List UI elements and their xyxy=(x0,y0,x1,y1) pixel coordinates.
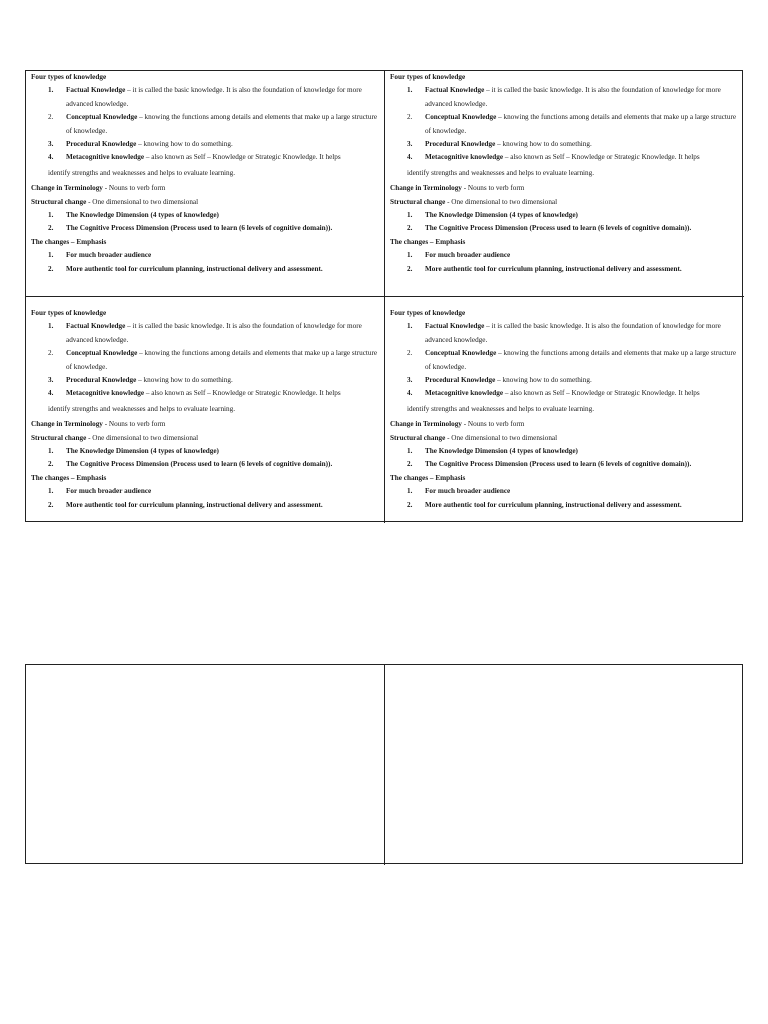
terminology-line xyxy=(390,182,738,195)
list-item xyxy=(390,84,738,111)
item-number: 3. xyxy=(48,140,54,149)
meta-continuation: identify strengths and weaknesses and helps to evaluate learning. xyxy=(48,168,236,177)
structural-value: - One dimensional to two dimensional xyxy=(86,433,199,442)
item-number: 2. xyxy=(48,349,54,358)
item-term: Conceptual Knowledge xyxy=(66,349,138,358)
card-bottom-left xyxy=(26,297,385,523)
terminology-value: - Nouns to verb form xyxy=(102,184,166,193)
item-term: Procedural Knowledge xyxy=(425,140,496,149)
item-description: – knowing how to do something. xyxy=(136,140,233,149)
item-description: – knowing the functions among details and elements that make up a large structure of knowledge. xyxy=(66,349,378,371)
item-term: Factual Knowledge xyxy=(66,322,126,331)
item-text: For much broader audience xyxy=(425,251,511,260)
list-item xyxy=(390,151,738,164)
card-heading: Four types of knowledge xyxy=(390,73,466,81)
knowledge-list xyxy=(31,84,378,164)
item-text: The Knowledge Dimension (4 types of knowledge) xyxy=(425,211,578,220)
changes-list xyxy=(31,249,378,276)
item-number: 2. xyxy=(407,349,413,358)
item-description: – knowing how to do something. xyxy=(136,376,233,385)
cards-grid-filled xyxy=(25,70,743,522)
empty-card-right xyxy=(385,665,744,865)
item-number: 1. xyxy=(407,251,413,260)
structural-label: Structural change xyxy=(390,197,446,206)
structural-list xyxy=(31,209,378,236)
list-item xyxy=(31,209,378,222)
knowledge-list xyxy=(390,84,738,164)
list-item xyxy=(31,374,378,387)
item-term: Metacognitive knowledge xyxy=(425,153,504,162)
item-term: Factual Knowledge xyxy=(425,86,485,95)
item-number: 1. xyxy=(407,86,413,95)
list-item xyxy=(31,138,378,151)
terminology-value: - Nouns to verb form xyxy=(461,420,525,429)
meta-continuation: identify strengths and weaknesses and helps to evaluate learning. xyxy=(48,404,236,413)
structural-list xyxy=(31,445,378,472)
list-item xyxy=(390,445,738,458)
list-item xyxy=(31,347,378,374)
item-description: – knowing the functions among details and elements that make up a large structure of knowledge. xyxy=(425,349,737,371)
list-item xyxy=(390,485,738,498)
item-term: Conceptual Knowledge xyxy=(66,113,138,122)
item-number: 2. xyxy=(48,460,54,469)
item-term: Procedural Knowledge xyxy=(66,140,137,149)
structural-label: Structural change xyxy=(31,197,87,206)
item-number: 2. xyxy=(48,113,54,122)
terminology-label: Change in Terminology xyxy=(390,420,462,429)
card-bottom-right xyxy=(385,297,744,523)
structural-list xyxy=(390,209,738,236)
terminology-line xyxy=(31,418,378,431)
list-item xyxy=(390,458,738,471)
item-term: Factual Knowledge xyxy=(66,86,126,95)
terminology-label: Change in Terminology xyxy=(31,184,103,193)
changes-heading: The changes – Emphasis xyxy=(31,473,107,482)
item-number: 1. xyxy=(48,322,54,331)
list-item xyxy=(31,84,378,111)
item-number: 4. xyxy=(48,389,54,398)
list-item xyxy=(31,485,378,498)
list-item xyxy=(390,138,738,151)
list-item xyxy=(390,249,738,262)
terminology-value: - Nouns to verb form xyxy=(461,184,525,193)
card-top-left xyxy=(26,71,385,297)
changes-heading: The changes – Emphasis xyxy=(390,237,466,246)
list-item xyxy=(31,458,378,471)
list-item xyxy=(390,347,738,374)
list-item xyxy=(31,151,378,164)
item-term: Procedural Knowledge xyxy=(66,376,137,385)
item-description: – also known as Self – Knowledge or Strategic Knowledge. It helps xyxy=(144,153,341,162)
item-text: More authentic tool for curriculum planning, instructional delivery and assessment. xyxy=(425,264,682,273)
item-description: – it is called the basic knowledge. It is also the foundation of knowledge for more advanced knowledge. xyxy=(425,322,721,344)
item-number: 1. xyxy=(48,251,54,260)
item-term: Metacognitive knowledge xyxy=(66,389,145,398)
list-item xyxy=(390,499,738,512)
knowledge-list xyxy=(390,320,738,400)
item-text: More authentic tool for curriculum planning, instructional delivery and assessment. xyxy=(66,264,323,273)
item-text: The Cognitive Process Dimension (Process used to learn (6 levels of cognitive domain)). xyxy=(425,460,692,469)
structural-value: - One dimensional to two dimensional xyxy=(445,433,558,442)
list-item xyxy=(31,249,378,262)
card-heading: Four types of knowledge xyxy=(31,73,107,81)
item-description: – also known as Self – Knowledge or Strategic Knowledge. It helps xyxy=(503,153,700,162)
item-number: 3. xyxy=(407,140,413,149)
item-text: The Cognitive Process Dimension (Process used to learn (6 levels of cognitive domain)). xyxy=(425,224,692,233)
item-number: 1. xyxy=(407,211,413,220)
structural-line xyxy=(390,432,738,445)
list-item xyxy=(390,374,738,387)
item-number: 1. xyxy=(407,322,413,331)
item-number: 4. xyxy=(407,153,413,162)
structural-label: Structural change xyxy=(390,433,446,442)
item-number: 1. xyxy=(48,447,54,456)
item-number: 1. xyxy=(48,211,54,220)
list-item xyxy=(31,499,378,512)
changes-list xyxy=(390,485,738,512)
item-number: 2. xyxy=(48,500,54,509)
item-description: – knowing the functions among details and elements that make up a large structure of knowledge. xyxy=(66,113,378,135)
item-text: The Cognitive Process Dimension (Process used to learn (6 levels of cognitive domain)). xyxy=(66,224,333,233)
terminology-label: Change in Terminology xyxy=(390,184,462,193)
item-term: Procedural Knowledge xyxy=(425,376,496,385)
item-text: The Cognitive Process Dimension (Process used to learn (6 levels of cognitive domain)). xyxy=(66,460,333,469)
item-number: 2. xyxy=(407,460,413,469)
item-number: 1. xyxy=(407,487,413,496)
item-description: – knowing how to do something. xyxy=(495,376,592,385)
structural-value: - One dimensional to two dimensional xyxy=(445,197,558,206)
list-item xyxy=(390,222,738,235)
item-term: Factual Knowledge xyxy=(425,322,485,331)
item-term: Conceptual Knowledge xyxy=(425,113,497,122)
structural-value: - One dimensional to two dimensional xyxy=(86,197,199,206)
structural-label: Structural change xyxy=(31,433,87,442)
terminology-line xyxy=(390,418,738,431)
item-number: 3. xyxy=(407,376,413,385)
card-top-right xyxy=(385,71,744,297)
item-description: – also known as Self – Knowledge or Strategic Knowledge. It helps xyxy=(503,389,700,398)
meta-continuation: identify strengths and weaknesses and helps to evaluate learning. xyxy=(407,168,595,177)
item-description: – it is called the basic knowledge. It is also the foundation of knowledge for more advanced knowledge. xyxy=(66,86,362,108)
list-item xyxy=(390,387,738,400)
item-text: The Knowledge Dimension (4 types of knowledge) xyxy=(66,211,219,220)
meta-continuation: identify strengths and weaknesses and helps to evaluate learning. xyxy=(407,404,595,413)
knowledge-list xyxy=(31,320,378,400)
list-item xyxy=(390,263,738,276)
card-heading: Four types of knowledge xyxy=(31,309,107,317)
list-item xyxy=(390,209,738,222)
list-item xyxy=(390,320,738,347)
item-description: – it is called the basic knowledge. It is also the foundation of knowledge for more advanced knowledge. xyxy=(66,322,362,344)
list-item xyxy=(31,111,378,138)
item-description: – it is called the basic knowledge. It is also the foundation of knowledge for more advanced knowledge. xyxy=(425,86,721,108)
item-term: Conceptual Knowledge xyxy=(425,349,497,358)
list-item xyxy=(31,445,378,458)
changes-list xyxy=(31,485,378,512)
item-text: More authentic tool for curriculum planning, instructional delivery and assessment. xyxy=(66,500,323,509)
item-term: Metacognitive knowledge xyxy=(425,389,504,398)
item-text: The Knowledge Dimension (4 types of knowledge) xyxy=(66,447,219,456)
item-description: – knowing how to do something. xyxy=(495,140,592,149)
item-number: 4. xyxy=(407,389,413,398)
structural-list xyxy=(390,445,738,472)
item-number: 1. xyxy=(48,86,54,95)
item-description: – also known as Self – Knowledge or Strategic Knowledge. It helps xyxy=(144,389,341,398)
item-text: For much broader audience xyxy=(66,251,152,260)
terminology-value: - Nouns to verb form xyxy=(102,420,166,429)
item-text: For much broader audience xyxy=(425,487,511,496)
item-number: 3. xyxy=(48,376,54,385)
card-heading: Four types of knowledge xyxy=(390,309,466,317)
structural-line xyxy=(31,196,378,209)
list-item xyxy=(31,222,378,235)
list-item xyxy=(31,320,378,347)
cards-grid-empty xyxy=(25,664,743,864)
changes-heading: The changes – Emphasis xyxy=(31,237,107,246)
item-text: More authentic tool for curriculum planning, instructional delivery and assessment. xyxy=(425,500,682,509)
item-number: 4. xyxy=(48,153,54,162)
list-item xyxy=(390,111,738,138)
empty-card-left xyxy=(26,665,385,865)
list-item xyxy=(31,387,378,400)
item-number: 2. xyxy=(407,500,413,509)
list-item xyxy=(31,263,378,276)
structural-line xyxy=(390,196,738,209)
terminology-line xyxy=(31,182,378,195)
item-text: For much broader audience xyxy=(66,487,152,496)
item-term: Metacognitive knowledge xyxy=(66,153,145,162)
item-number: 2. xyxy=(48,264,54,273)
terminology-label: Change in Terminology xyxy=(31,420,103,429)
item-number: 2. xyxy=(407,224,413,233)
changes-heading: The changes – Emphasis xyxy=(390,473,466,482)
item-number: 1. xyxy=(48,487,54,496)
structural-line xyxy=(31,432,378,445)
changes-list xyxy=(390,249,738,276)
item-number: 2. xyxy=(48,224,54,233)
item-description: – knowing the functions among details and elements that make up a large structure of knowledge. xyxy=(425,113,737,135)
item-text: The Knowledge Dimension (4 types of knowledge) xyxy=(425,447,578,456)
item-number: 1. xyxy=(407,447,413,456)
item-number: 2. xyxy=(407,113,413,122)
item-number: 2. xyxy=(407,264,413,273)
